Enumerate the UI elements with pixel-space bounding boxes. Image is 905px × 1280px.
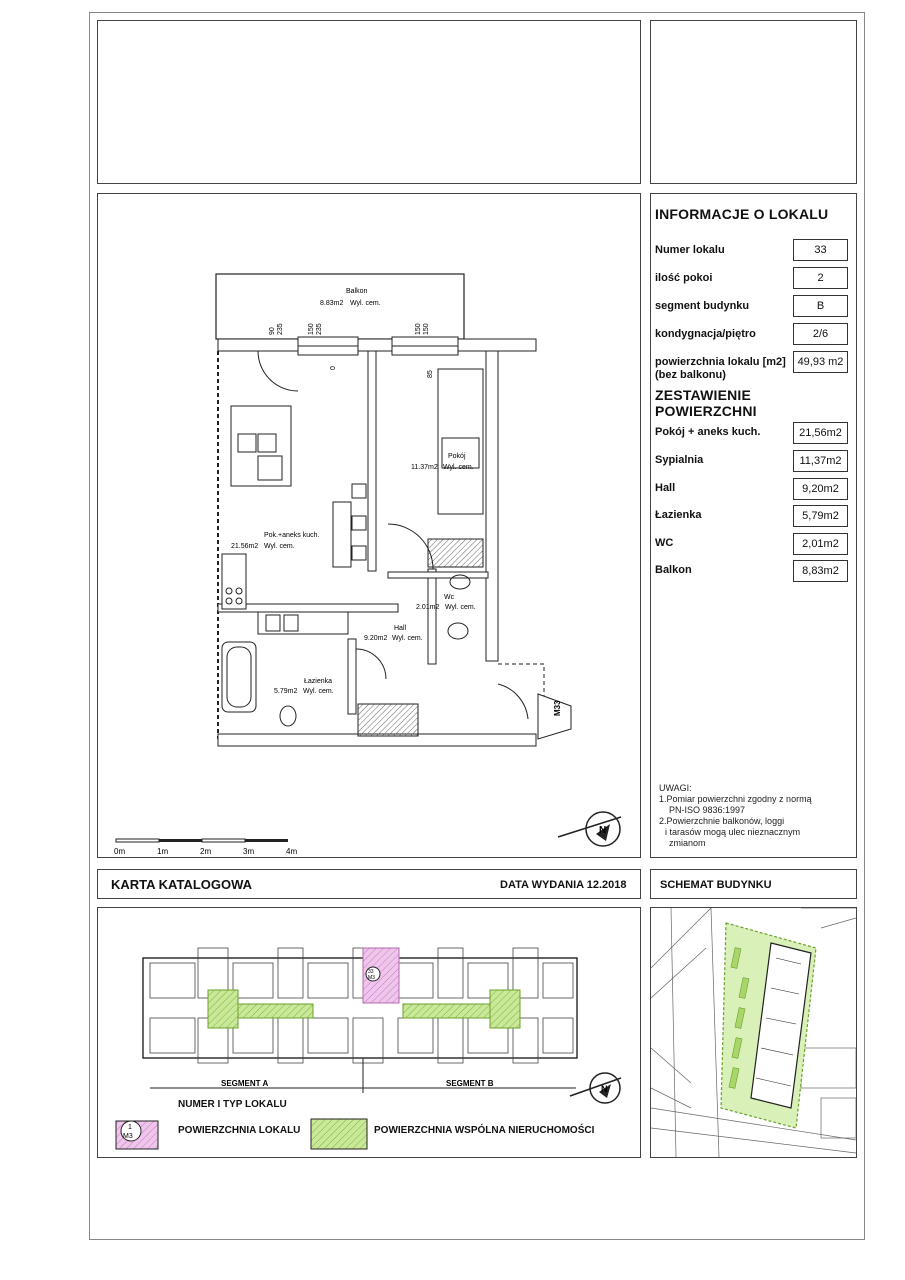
unit-tag: M33	[553, 700, 562, 716]
dim-label: 150	[415, 323, 422, 335]
info-label-segment: segment budynku	[655, 300, 750, 312]
room-finish-wc: Wyl. cem.	[445, 604, 476, 611]
scale-bar	[114, 839, 297, 856]
summary-value: 2,01m2	[793, 533, 848, 555]
summary-label: Balkon	[655, 564, 692, 576]
common-area-stair-a	[208, 990, 238, 1028]
room-area-pokoj: 11.37m2	[411, 464, 438, 471]
floor-plan-drawing	[98, 194, 640, 857]
room-area-lazienka: 5.79m2	[274, 688, 298, 695]
notes-title: UWAGI:	[659, 783, 692, 793]
room-name-pokoj: Pokój	[448, 453, 466, 460]
info-value-segment: B	[793, 295, 848, 317]
segment-a-label: SEGMENT A	[221, 1079, 269, 1088]
legend-mark-top: 1	[128, 1124, 132, 1131]
legend-common-area: POWIERZCHNIA WSPÓLNA NIERUCHOMOŚCI	[374, 1125, 595, 1136]
unit-mark-bottom: M3	[368, 975, 375, 981]
room-area-hall: 9.20m2	[364, 635, 388, 642]
dim-label: 235	[316, 323, 323, 335]
info-label-area-note: (bez balkonu)	[655, 369, 726, 381]
info-label-unit-number: Numer lokalu	[655, 244, 725, 256]
info-value-floor: 2/6	[793, 323, 848, 345]
summary-value: 9,20m2	[793, 478, 848, 500]
room-area-balkon: 8.83m2	[320, 300, 344, 307]
building-plan-panel	[97, 907, 641, 1158]
footer-title: KARTA KATALOGOWA	[111, 877, 253, 892]
segment-b-label: SEGMENT B	[446, 1079, 494, 1088]
info-label-rooms: ilość pokoi	[655, 272, 713, 284]
scale-label: 3m	[243, 847, 255, 856]
notes	[659, 783, 812, 849]
summary-value: 8,83m2	[793, 560, 848, 582]
summary-label: Łazienka	[655, 509, 702, 521]
north-arrow-icon	[570, 1073, 621, 1103]
room-finish-living: Wyl. cem.	[264, 543, 295, 550]
common-area-corridor-b	[403, 1004, 493, 1018]
room-finish-hall: Wyl. cem.	[392, 635, 423, 642]
floor-plan-panel	[97, 193, 641, 858]
info-value-unit-number: 33	[793, 239, 848, 261]
info-label-area: powierzchnia lokalu [m2]	[655, 356, 786, 368]
info-value-rooms: 2	[793, 267, 848, 289]
room-name-wc: Wc	[444, 594, 455, 601]
summary-label: Pokój + aneks kuch.	[655, 426, 761, 438]
summary-label: Hall	[655, 482, 676, 494]
notes-line: PN-ISO 9836:1997	[669, 805, 746, 815]
room-finish-balkon: Wyl. cem.	[350, 300, 381, 307]
info-title: INFORMACJE O LOKALU	[655, 206, 829, 222]
header-box-right	[650, 20, 857, 184]
common-area-corridor-a	[238, 1004, 313, 1018]
notes-line: zmianom	[669, 838, 706, 848]
summary-value: 11,37m2	[793, 450, 848, 472]
dim-label: 150	[308, 323, 315, 335]
footer-bar	[97, 869, 641, 899]
notes-line: i tarasów mogą ulec nieznacznym	[665, 827, 801, 837]
common-area-stair-b	[490, 990, 520, 1028]
building-plan-drawing	[98, 908, 640, 1157]
room-name-living: Pok.+aneks kuch.	[264, 532, 320, 539]
legend-unit-area: POWIERZCHNIA LOKALU	[178, 1125, 301, 1136]
dim-label: 235	[277, 323, 284, 335]
footer-date: DATA WYDANIA 12.2018	[500, 879, 627, 891]
room-area-living: 21.56m2	[231, 543, 259, 550]
dim-label: 85	[427, 370, 434, 378]
schema-title: SCHEMAT BUDYNKU	[660, 879, 772, 891]
dim-label: 0	[330, 366, 337, 370]
unit-mark-top: 33	[368, 969, 374, 975]
notes-line: 2.Powierzchnie balkonów, loggi	[659, 816, 785, 826]
north-arrow-icon	[558, 812, 621, 846]
notes-line: 1.Pomiar powierzchni zgodny z normą	[659, 794, 812, 804]
room-finish-lazienka: Wyl. cem.	[303, 688, 334, 695]
room-name-hall: Hall	[394, 625, 407, 632]
site-map-panel	[650, 907, 857, 1158]
room-name-balkon: Balkon	[346, 288, 368, 295]
scale-label: 4m	[286, 847, 298, 856]
schema-bar	[650, 869, 857, 899]
info-label-floor: kondygnacja/piętro	[655, 328, 756, 340]
summary-label: Sypialnia	[655, 454, 704, 466]
room-area-wc: 2.01m2	[416, 604, 440, 611]
dim-label: 150	[423, 323, 430, 335]
legend-common-swatch	[311, 1119, 367, 1149]
header-box-left	[97, 20, 641, 184]
summary-value: 21,56m2	[793, 422, 848, 444]
room-name-lazienka: Łazienka	[304, 678, 333, 685]
legend-mark-bottom: M3	[123, 1133, 133, 1140]
scale-label: 1m	[157, 847, 169, 856]
room-finish-pokoj: Wyl. cem.	[443, 464, 474, 471]
scale-label: 0m	[114, 847, 126, 856]
scale-label: 2m	[200, 847, 212, 856]
svg-text:N: N	[599, 825, 607, 836]
summary-title: ZESTAWIENIE POWIERZCHNI	[655, 387, 757, 419]
info-panel	[650, 193, 857, 858]
info-value-area: 49,93 m2	[793, 351, 848, 373]
summary-value: 5,79m2	[793, 505, 848, 527]
svg-text:N: N	[601, 1084, 608, 1094]
legend-number-type: NUMER I TYP LOKALU	[178, 1099, 287, 1110]
site-map-drawing	[651, 908, 856, 1157]
summary-label: WC	[655, 537, 674, 549]
dim-label: 90	[269, 327, 276, 335]
